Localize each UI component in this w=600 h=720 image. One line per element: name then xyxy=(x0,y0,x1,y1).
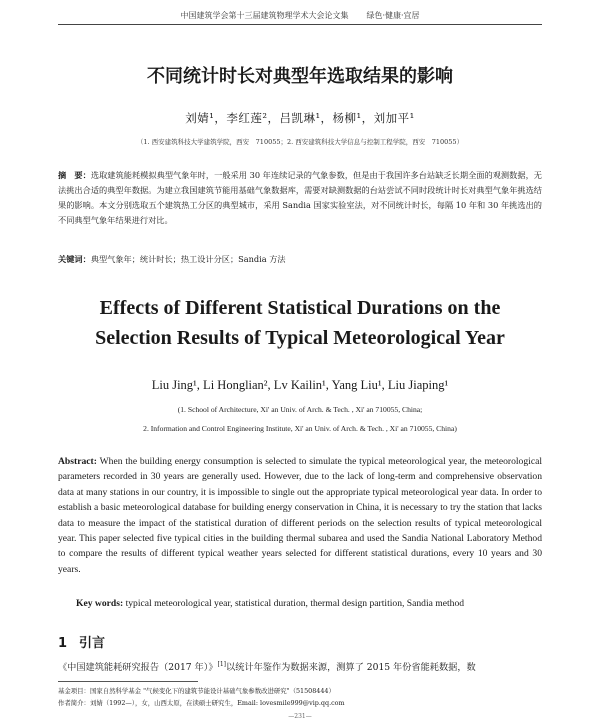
english-title-line2: Selection Results of Typical Meteorological Year xyxy=(95,327,505,349)
section-body-end: 以统计年鉴作为数据来源，测算了 2015 年份省能耗数据，数 xyxy=(226,662,476,673)
citation-ref[interactable]: [1] xyxy=(217,660,227,668)
footnote-rule xyxy=(58,681,198,682)
english-keywords-text: typical meteorological year, statistical duration, thermal design partition, Sandia method xyxy=(125,598,465,609)
section-body-start: 《中国建筑能耗研究报告（2017 年）》 xyxy=(58,662,218,673)
running-head xyxy=(60,10,540,21)
chinese-authors: 刘婧¹，李红莲²，吕凯琳¹，杨柳¹，刘加平¹ xyxy=(185,111,415,125)
english-affiliation-1: (1. School of Architecture, Xi' an Univ. of Arch. & Tech. , Xi' an 710055, China; xyxy=(177,405,423,414)
chinese-title: 不同统计时长对典型年选取结果的影响 xyxy=(147,66,453,87)
chinese-abstract-text: 选取建筑能耗模拟典型气象年时，一般采用 30 年连续记录的气象参数，但是由于我国许多台站缺乏长期全面的观测数据，无法挑出合适的典型年数据。为建立我国建筑节能用基础气象数据库，需要对缺测数据的台站尝试不同时段统计时长对典型气象年挑选结果的影响。本文分别选取五个建筑热工分区的典型城市，采用 Sandia 国家实验室法，对不同统计时长，每隔 10 年和 30 年挑选出的不同典型气象年结果进行对比。 xyxy=(58,170,542,225)
running-head-theme: 绿色·健康·宜居 xyxy=(366,11,420,20)
chinese-keywords xyxy=(58,254,542,265)
chinese-keywords-label: 关键词： xyxy=(58,254,91,264)
english-abstract-label: Abstract: xyxy=(58,456,97,467)
chinese-abstract xyxy=(58,168,542,228)
chinese-affiliation: （1. 西安建筑科技大学建筑学院，西安 710055；2. 西安建筑科技大学信息与控制工程学院，西安 710055） xyxy=(136,138,464,146)
chinese-abstract-label: 摘 要： xyxy=(58,170,91,180)
english-authors: Liu Jing¹, Li Honglian², Lv Kailin¹, Yang Liu¹, Liu Jiaping¹ xyxy=(151,378,449,392)
english-abstract xyxy=(58,454,542,577)
section-heading xyxy=(58,632,105,651)
chinese-keywords-text: 典型气象年；统计时长；热工设计分区；Sandia 方法 xyxy=(90,254,286,264)
section-number: 1 xyxy=(58,636,68,651)
english-affiliation-2: 2. Information and Control Engineering Institute, Xi' an Univ. of Arch. & Tech. , Xi' an 710055, China) xyxy=(143,424,457,433)
english-abstract-text: When the building energy consumption is selected to simulate the typical meteorological year, the meteorological parameters recorded in 30 years are generally used. However, due to the lack of long-term and comprehensive observation data at many stations in our country, it is impossible to single out the appropriate typical meteorological year data. In order to establish a basic meteorological database for building energy conservation in China, it is necessary to try the station that lacks data to measure the impact of the statistical duration of different periods on the selection results of typical meteorological year. This paper selected five typical cities in the building thermal subarea and used the Sandia National Laboratory Method to compare the results of different typical weather years selected for different statistical durations, every 10 years and 30 years. xyxy=(58,456,542,575)
footnote-author: 作者简介：刘婧（1992—），女，山西太原，在读硕士研究生，Email: lovesmile999@vip.qq.com xyxy=(58,699,345,707)
footnote-fund: 基金项目：国家自然科学基金 "气候变化下的建筑节能设计基础气象参数改进研究"（51508444） xyxy=(58,687,335,695)
english-title-line1: Effects of Different Statistical Durations on the xyxy=(99,297,501,319)
running-head-conference: 中国建筑学会第十三届建筑物理学术大会论文集 xyxy=(180,11,349,20)
header-rule xyxy=(58,24,542,25)
english-title xyxy=(40,293,560,353)
english-keywords xyxy=(76,598,560,609)
section-title: 引言 xyxy=(79,636,106,651)
page-number: —231— xyxy=(288,713,312,720)
english-keywords-label: Key words: xyxy=(76,598,124,609)
section-body xyxy=(58,659,560,673)
